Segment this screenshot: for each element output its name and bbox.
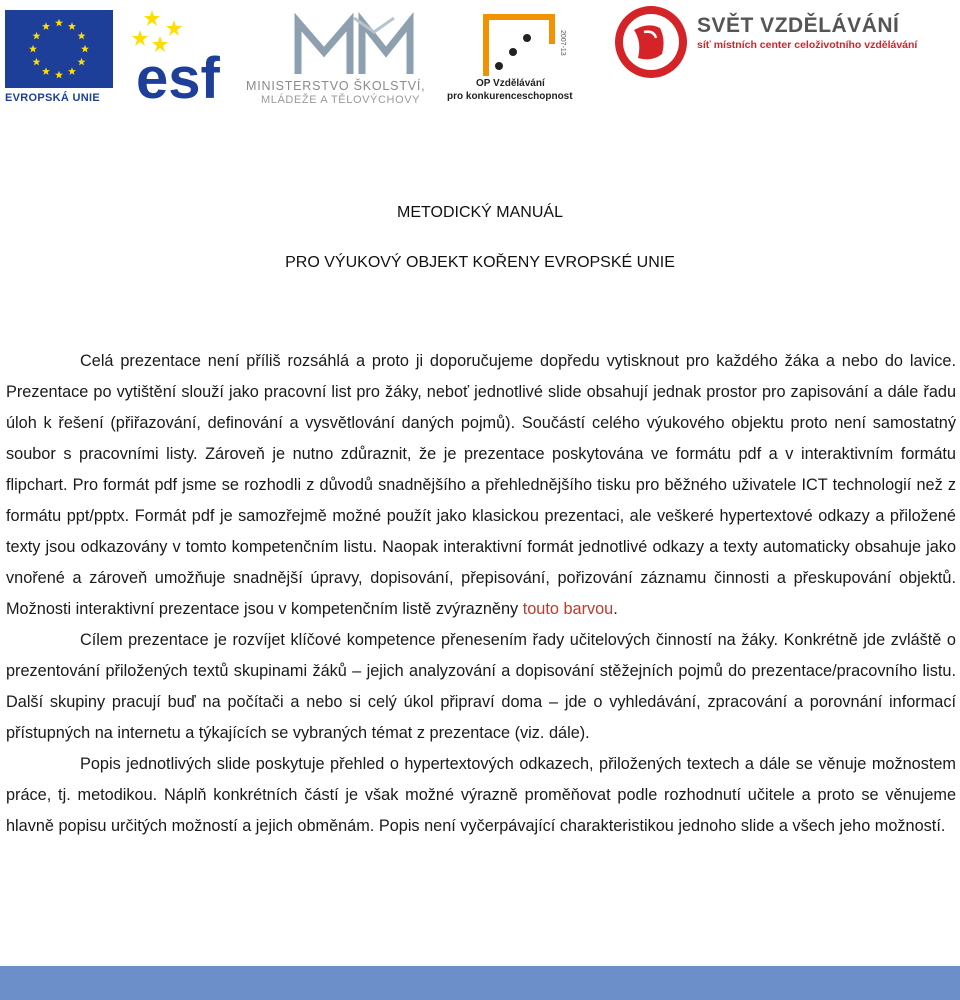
document-title: METODICKÝ MANUÁL [397,204,563,221]
paragraph-1 [6,346,956,625]
esf-logo [130,6,234,106]
paragraph-1-text: Celá prezentace není příliš rozsáhlá a proto ji doporučujeme dopředu vytisknout pro každého žáka a nebo do lavice. Prezentace po vytištění slouží jako pracovní list pro žáky, neboť jednotlivé slide obsahují jednak prostor pro zapisování a dále řadu úloh k řešení (přiřazování, definování a vysvětlování daných pojmů). Součástí celého výukového objektu proto není samostatný soubor s pracovními listy. Zároveň je nutno zdůraznit, že je prezentace poskytována ve formátu pdf a v interaktivním formátu flipchart. Pro formát pdf jsme se rozhodli z důvodů snadnějšího a přehlednějšího tisku pro běžného uživatele ICT technologií než z formátu ppt/pptx. Formát pdf je samozřejmě možné použít jako klasickou prezentaci, ale veškeré hypertextové odkazy a přiložené texty jsou odkazovány v tomto kompetenčním listu. Naopak interaktivní formát jednotlivé odkazy a texty automaticky obsahuje jako vnořené a zároveň umožňuje snadnější úpravy, dopisování, přepisování, pořizování záznamu činnosti a přeskupování objektů. Možnosti interaktivní prezentace jsou v kompetenčním listě zvýrazněny [6,352,956,618]
msmt-logo-line2: MLÁDEŽE A TĚLOVÝCHOVY [261,94,421,106]
op-logo-line2: pro konkurenceschopnost [447,91,573,102]
msmt-logo-line1: MINISTERSTVO ŠKOLSTVÍ, [246,79,426,93]
paragraph-2: Cílem prezentace je rozvíjet klíčové kompetence přenesením řady učitelových činností na žáky. Konkrétně jde zvláště o prezentování přiložených textů skupinami žáků – jejich analyzování a dopisování stěžejních pojmů do prezentace/pracovního listu. Další skupiny pracují buď na počítači a nebo si celý úkol připraví doma – jde o vyhledávání, zpracování a porovnání informací přístupných na internetu a týkajících se vybraných témat z prezentace (viz. dále). [6,631,956,742]
document-subtitle: PRO VÝUKOVÝ OBJEKT KOŘENY EVROPSKÉ UNIE [285,254,675,271]
logo-header [0,0,960,120]
msmt-logo [244,8,444,108]
eu-logo-caption: EVROPSKÁ UNIE [5,92,100,104]
svet-vzdelavani-subtitle: síť místních center celoživotního vzdělávání [697,39,918,51]
op-logo-line1: OP Vzdělávání [476,78,545,89]
svg-text:2007-13: 2007-13 [559,30,566,56]
eu-flag-logo [5,10,113,88]
paragraph-3: Popis jednotlivých slide poskytuje přehled o hypertextových odkazech, přiložených textech a dále se věnuje možnostem práce, tj. metodikou. Náplň konkrétních částí je však možné výrazně proměňovat podle rozhodnutí učitele a proto se věnujeme hlavně popisu určitých možností a jejich obměnám. Popis není vyčerpávající charakteristikou jednoho slide a všech jeho možností. [6,755,956,835]
paragraph-1-end: . [613,600,618,618]
footer-bar [0,966,960,1000]
document-body [6,346,956,842]
highlight-text: touto barvou [522,600,614,618]
esf-logo-text: esf [136,46,220,106]
svet-vzdelavani-logo [608,2,694,82]
svet-vzdelavani-title: SVĚT VZDĚLÁVÁNÍ [697,14,900,37]
